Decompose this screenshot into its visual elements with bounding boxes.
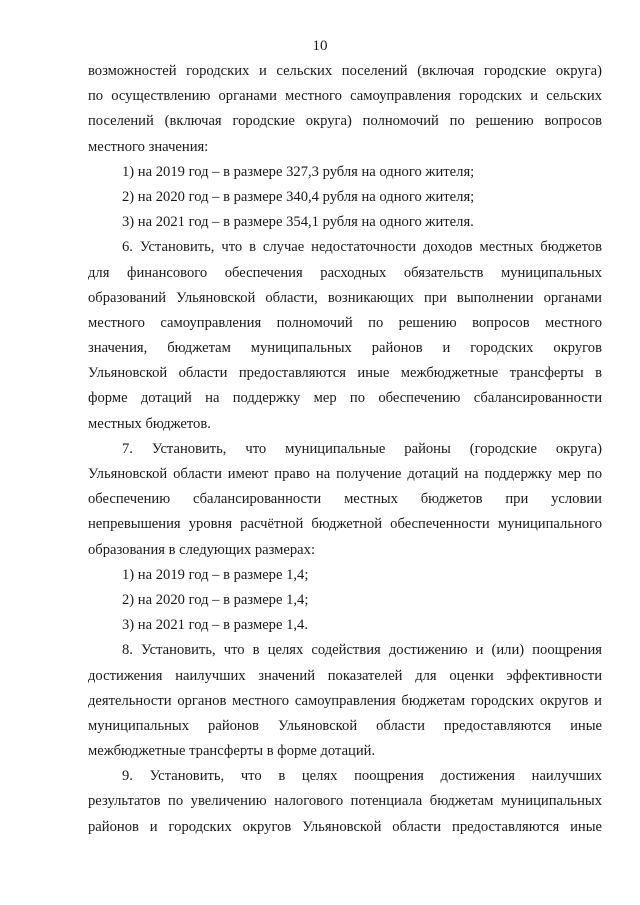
- text-line: поселений (включая городские округа) полномочий по решению вопросов: [88, 113, 602, 130]
- text-line: образований Ульяновской области, возникающих при выполнении органами: [88, 289, 602, 306]
- text-line: местного значения:: [88, 138, 209, 155]
- text-line: местного самоуправления полномочий по решению вопросов местного: [88, 314, 602, 331]
- text-line: деятельности органов местного самоуправления бюджетам городских округов и: [88, 692, 602, 709]
- document-body: [88, 59, 602, 840]
- text-line: 2) на 2020 год – в размере 340,4 рубля на одного жителя;: [122, 188, 475, 205]
- text-line: для финансового обеспечения расходных обязательств муниципальных: [88, 264, 602, 281]
- text-line: непревышения уровня расчётной бюджетной обеспеченности муниципального: [88, 516, 602, 533]
- text-line: районов и городских округов Ульяновской области предоставляются иные: [88, 818, 602, 835]
- text-line: обеспечению сбалансированности местных бюджетов при условии: [88, 491, 602, 508]
- page-number: 10: [312, 38, 328, 54]
- text-line: Ульяновской области имеют право на получение дотаций на поддержку мер по: [88, 466, 602, 482]
- text-line: 1) на 2019 год – в размере 327,3 рубля на одного жителя;: [122, 163, 475, 180]
- text-line: 9. Установить, что в целях поощрения достижения наилучших: [122, 768, 602, 785]
- text-line: муниципальных районов Ульяновской области предоставляются иные: [88, 717, 602, 734]
- text-line: 2) на 2020 год – в размере 1,4;: [122, 591, 309, 608]
- text-line: 1) на 2019 год – в размере 1,4;: [122, 566, 309, 583]
- text-line: 3) на 2021 год – в размере 354,1 рубля на одного жителя.: [122, 214, 474, 231]
- text-line: 8. Установить, что в целях содействия достижению и (или) поощрения: [122, 642, 602, 659]
- text-line: местных бюджетов.: [88, 415, 211, 432]
- text-line: Ульяновской области предоставляются иные межбюджетные трансферты в: [88, 365, 602, 382]
- text-line: достижения наилучших значений показателей для оценки эффективности: [88, 667, 602, 684]
- text-line: возможностей городских и сельских поселений (включая городские округа): [88, 63, 602, 79]
- text-line: результатов по увеличению налогового потенциала бюджетам муниципальных: [88, 793, 602, 810]
- text-line: 6. Установить, что в случае недостаточности доходов местных бюджетов: [122, 239, 602, 256]
- text-line: по осуществлению органами местного самоуправления городских и сельских: [88, 88, 602, 105]
- text-line: 7. Установить, что муниципальные районы (городские округа): [122, 440, 602, 457]
- text-line: значения, бюджетам муниципальных районов и городских округов: [88, 340, 602, 357]
- text-line: образования в следующих размерах:: [88, 541, 316, 558]
- text-line: форме дотаций на поддержку мер по обеспечению сбалансированности: [88, 390, 602, 407]
- text-line: 3) на 2021 год – в размере 1,4.: [122, 617, 308, 634]
- text-line: межбюджетные трансферты в форме дотаций.: [88, 743, 376, 760]
